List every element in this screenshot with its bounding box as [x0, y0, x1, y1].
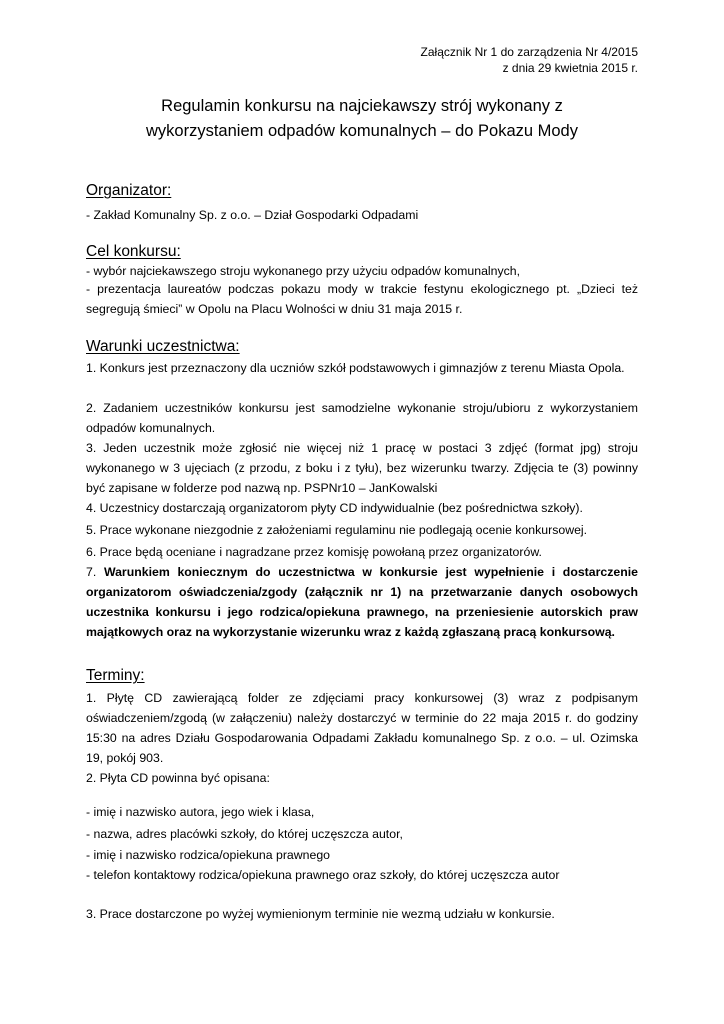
conditions-item-3: 3. Jeden uczestnik może zgłosić nie więcej niż 1 pracę w postaci 3 zdjęć (format jpg) stroju wykonanego w 3 ujęciach (z przodu, z boku i z tyłu), bez wizerunku twarzy. Zdjęcia te (3) powinny być zapisane w folderze pod nazwą np. PSPNr10 – JanKowalski: [86, 441, 638, 495]
organizer-text: - Zakład Komunalny Sp. z o.o. – Dział Gospodarki Odpadami: [86, 208, 419, 222]
goal-item-2: - prezentacja laureatów podczas pokazu mody w trakcie festynu ekologicznego pt. „Dzieci też segregują śmieci” w Opolu na Placu Wolności w dniu 31 maja 2015 r.: [86, 282, 638, 316]
terms-desc-1: - imię i nazwisko autora, jego wiek i klasa,: [86, 805, 315, 819]
conditions-item-5: 5. Prace wykonane niezgodnie z założeniami regulaminu nie podlegają ocenie konkursowej.: [86, 523, 588, 537]
conditions-item-7: [86, 562, 638, 642]
conditions-item-7-text: Warunkiem koniecznym do uczestnictwa w konkursie jest wypełnienie i dostarczenie organizatorom oświadczenia/zgody (załącznik nr 1) na przetwarzanie danych osobowych uczestnika konkursu i jego rodzica/opiekuna prawnego, na przeniesienie autorskich praw majątkowych oraz na wykorzystanie wizerunku wraz z każdą zgłaszaną pracą konkursową.: [86, 565, 638, 639]
goal-item-1: - wybór najciekawszego stroju wykonanego przy użyciu odpadów komunalnych,: [86, 264, 521, 278]
annex-line-1: Załącznik Nr 1 do zarządzenia Nr 4/2015: [420, 45, 638, 59]
conditions-heading: Warunki uczestnictwa:: [86, 338, 240, 355]
terms-desc-4: - telefon kontaktowy rodzica/opiekuna prawnego oraz szkoły, do której uczęszcza autor: [86, 868, 560, 882]
conditions-item-1: 1. Konkurs jest przeznaczony dla uczniów szkół podstawowych i gimnazjów z terenu Miasta Opola.: [86, 361, 625, 375]
title-line-2: wykorzystaniem odpadów komunalnych – do Pokazu Mody: [146, 122, 578, 140]
terms-item-3: 3. Prace dostarczone po wyżej wymienionym terminie nie wezmą udziału w konkursie.: [86, 907, 555, 921]
document-title: [86, 94, 638, 144]
terms-heading: Terminy:: [86, 667, 145, 684]
conditions-item-2: 2. Zadaniem uczestników konkursu jest samodzielne wykonanie stroju/ubioru z wykorzystaniem odpadów komunalnych.: [86, 401, 638, 435]
conditions-item-7-number: 7.: [86, 565, 104, 579]
terms-desc-2: - nazwa, adres placówki szkoły, do której uczęszcza autor,: [86, 827, 403, 841]
goal-heading: Cel konkursu:: [86, 243, 181, 260]
terms-item-2: 2. Płyta CD powinna być opisana:: [86, 771, 270, 785]
terms-desc-3: - imię i nazwisko rodzica/opiekuna prawnego: [86, 848, 331, 862]
conditions-item-6: 6. Prace będą oceniane i nagradzane przez komisję powołaną przez organizatorów.: [86, 545, 542, 559]
title-line-1: Regulamin konkursu na najciekawszy strój wykonany z: [161, 97, 563, 115]
annex-note: [421, 44, 638, 76]
document-page: [86, 0, 638, 1024]
conditions-item-4: 4. Uczestnicy dostarczają organizatorom płyty CD indywidualnie (bez pośrednictwa szkoły).: [86, 501, 583, 515]
organizer-heading: Organizator:: [86, 182, 172, 199]
annex-line-2: z dnia 29 kwietnia 2015 r.: [502, 61, 638, 75]
terms-item-1: 1. Płytę CD zawierającą folder ze zdjęciami pracy konkursowej (3) wraz z podpisanym oświadczeniem/zgodą (w załączeniu) należy dostarczyć w terminie do 22 maja 2015 r. do godziny 15:30 na adres Działu Gospodarowania Odpadami Zakładu komunalnego Sp. z o.o. – ul. Ozimska 19, pokój 903.: [86, 691, 638, 765]
